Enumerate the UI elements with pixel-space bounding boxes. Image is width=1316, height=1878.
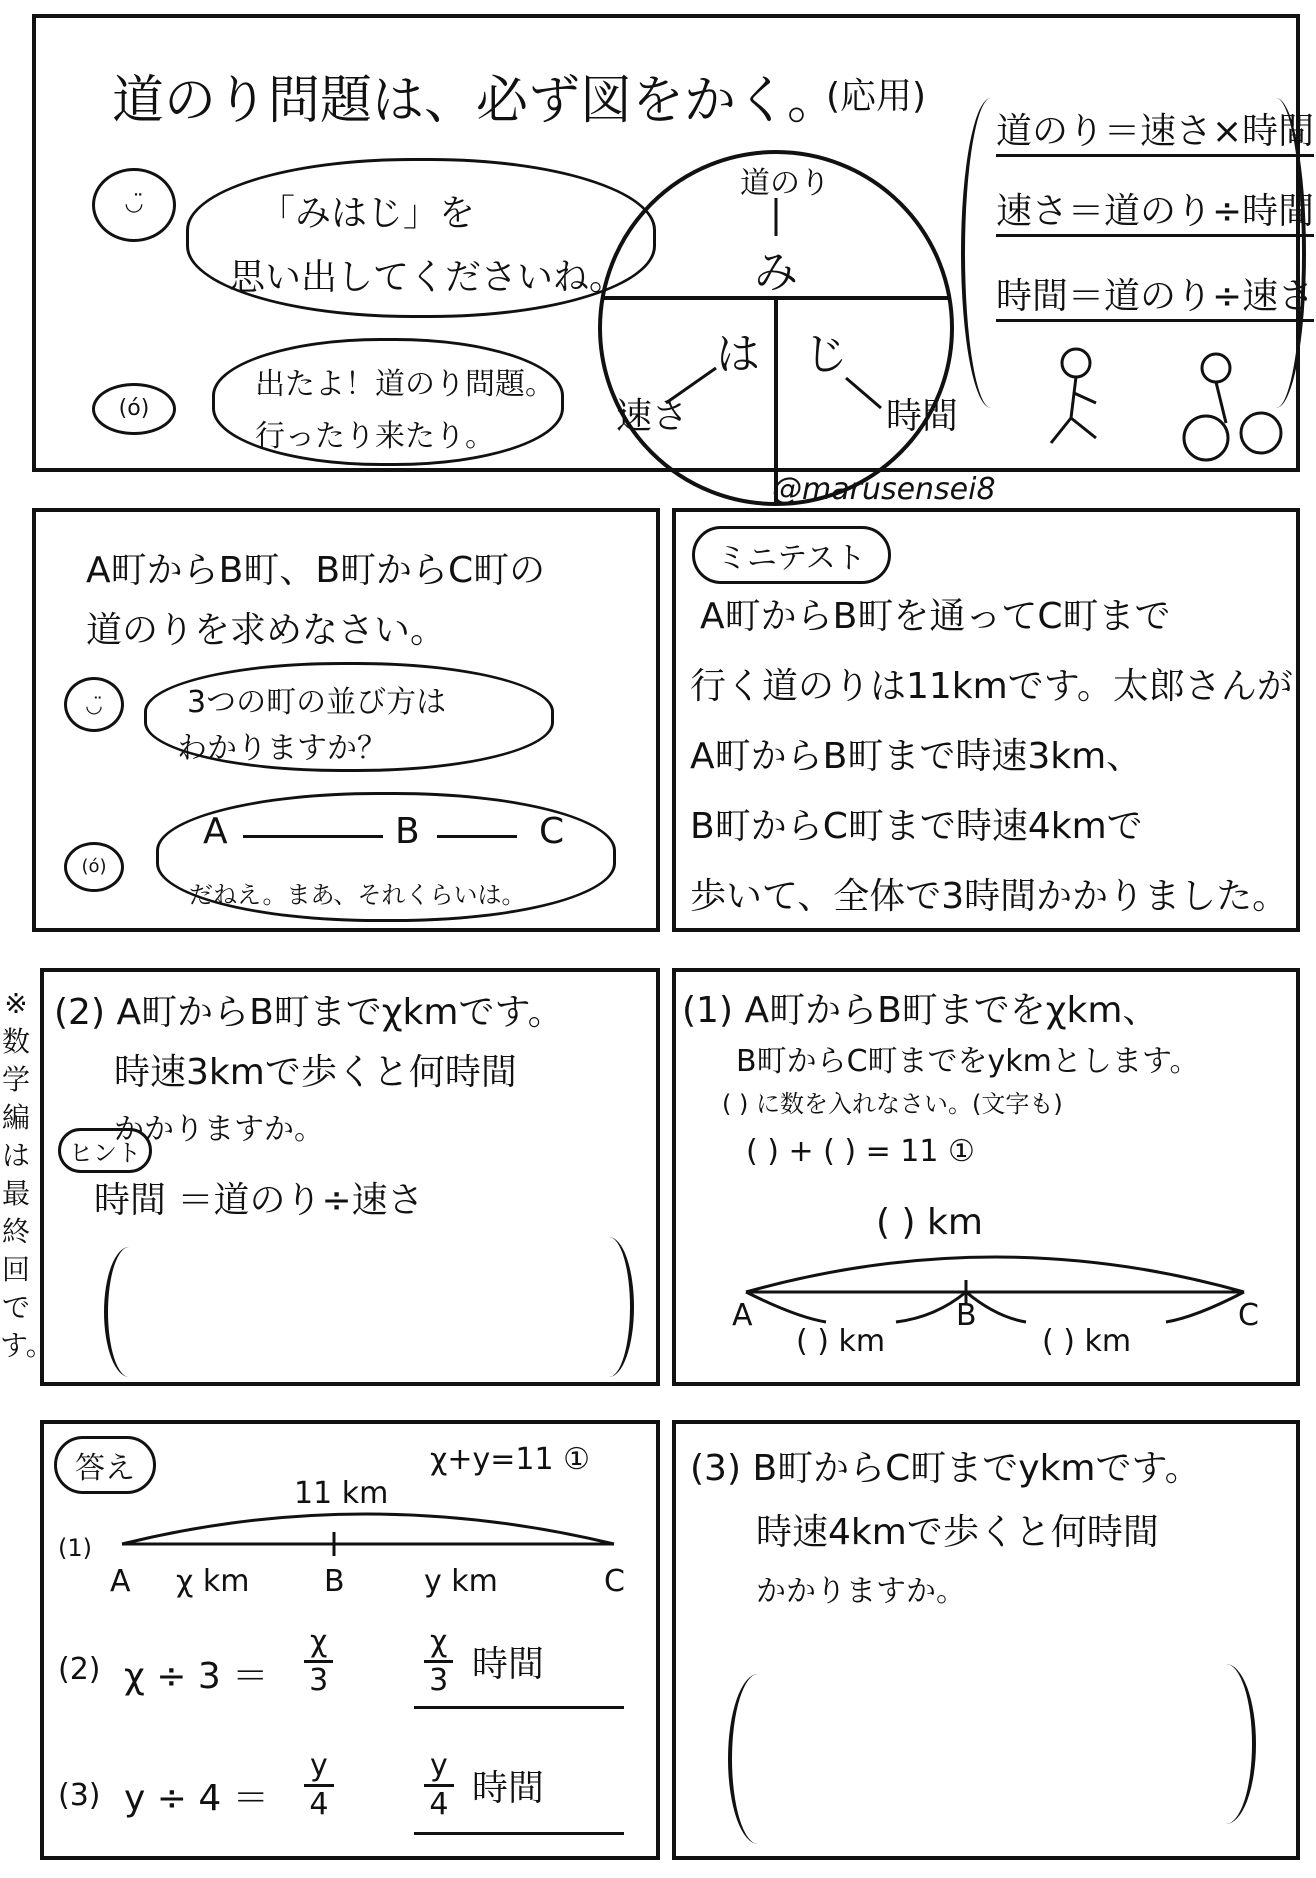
q1-panel	[672, 968, 1300, 1386]
side-note-vertical: ※数学編は最終回です。	[0, 987, 54, 1362]
q1-point-a: A	[732, 1298, 753, 1333]
intro-teacher-bubble	[144, 662, 554, 772]
teacher-face-icon: ◡̈	[92, 168, 176, 242]
answer-p3-fraction	[304, 1748, 334, 1823]
answer-p2-answer-num: χ	[424, 1624, 453, 1663]
teacher-face-icon-2: ◡̈	[64, 677, 124, 732]
mini-test-badge: ミニテスト	[692, 526, 891, 584]
answer-equation: χ+y=11 ①	[430, 1442, 590, 1477]
answer-point-b: B	[324, 1564, 345, 1599]
circle-cell-ji: じ	[804, 329, 848, 380]
intro-student-bubble	[156, 792, 616, 922]
answer-p3-answer-num: y	[424, 1748, 454, 1787]
intro-question-line-1: A町からB町、B町からC町の	[86, 550, 546, 591]
q2-answer-left-paren	[104, 1247, 154, 1377]
student-face-icon-2: (ó)	[64, 842, 124, 892]
answer-p3-answer-fraction	[424, 1748, 454, 1823]
intro-line-ab	[243, 835, 383, 838]
q1-line-1: (1) A町からB町までをχkm、	[682, 990, 1159, 1031]
student-bubble-line-1: 出たよ！道のり問題。	[255, 367, 555, 402]
mini-test-line-4: B町からC町まで時速4kmで	[690, 806, 1143, 847]
q1-number-line	[676, 972, 1304, 1390]
circle-label-michi: 道のり	[740, 166, 830, 201]
teacher-bubble-line-1: 「みはじ」を	[259, 193, 476, 234]
q1-equation: ( ) + ( ) = 11 ①	[746, 1134, 975, 1169]
mini-test-line-1: A町からB町を通ってC町まで	[700, 596, 1171, 637]
answer-p2-answer-den: 3	[429, 1663, 449, 1698]
answer-p2-unit: 時間	[472, 1644, 545, 1685]
intro-point-a: A	[203, 811, 228, 852]
q2-hint-formula: 時間 ＝道のり÷速さ	[94, 1180, 424, 1221]
walker-and-cyclist-icon	[36, 18, 1304, 476]
answer-p2-den: 3	[309, 1663, 329, 1698]
intro-teacher-line-1: 3つの町の並び方は	[187, 685, 447, 720]
circle-label-jikan: 時間	[886, 396, 959, 437]
circle-cell-mi: み	[754, 247, 798, 298]
teacher-bubble-line-2: 思い出してくださいね。	[229, 257, 626, 298]
student-face-icon: (ó)	[92, 383, 176, 435]
mini-test-line-5: 歩いて、全体で3時間かかりました。	[690, 876, 1289, 917]
answer-panel	[40, 1420, 660, 1860]
title-suffix: (応用)	[826, 76, 927, 117]
intro-student-text: だねえ。まあ、それくらいは。	[189, 881, 526, 909]
answer-p2-answer-fraction	[424, 1624, 453, 1699]
q1-seg-label-1: ( ) km	[796, 1324, 886, 1359]
answer-p2-underline	[414, 1706, 624, 1709]
q1-seg-label-2: ( ) km	[1042, 1324, 1132, 1359]
answer-badge: 答え	[54, 1436, 156, 1494]
q1-point-c: C	[1238, 1298, 1259, 1333]
answer-p2-num: χ	[304, 1624, 333, 1663]
credit-handle: @marusensei8	[772, 472, 996, 507]
q1-point-b: B	[956, 1298, 977, 1333]
answer-point-c: C	[604, 1564, 625, 1599]
q3-answer-right-paren	[1196, 1664, 1256, 1824]
q2-panel	[40, 968, 660, 1386]
circle-cell-ha: は	[716, 329, 760, 380]
answer-seg-2: y km	[424, 1564, 498, 1599]
answer-p3-den: 4	[309, 1787, 329, 1822]
mini-test-panel	[672, 508, 1300, 932]
answer-p3-answer-den: 4	[429, 1787, 449, 1822]
formula-time: 時間＝道のり÷速さ	[996, 268, 1314, 322]
mini-test-line-3: A町からB町まで時速3km、	[690, 736, 1143, 777]
q1-total-label: ( ) km	[876, 1202, 983, 1243]
answer-p2-fraction	[304, 1624, 333, 1699]
answer-point-a: A	[110, 1564, 131, 1599]
intro-point-c: C	[539, 811, 565, 852]
q2-answer-right-paren	[584, 1237, 634, 1377]
q3-line-2: 時速4kmで歩くと何時間	[756, 1512, 1159, 1553]
formula-speed: 速さ＝道のり÷時間	[996, 183, 1314, 237]
page-title: 道のり問題は、必ず図をかく。	[112, 71, 839, 131]
q3-line-1: (3) B町からC町までykmです。	[690, 1448, 1201, 1489]
student-bubble-line-2: 行ったり来たり。	[255, 419, 495, 454]
q3-answer-left-paren	[728, 1674, 788, 1844]
q2-line-2: 時速3kmで歩くと何時間	[114, 1052, 517, 1093]
answer-p3-num: y	[304, 1748, 334, 1787]
q1-line-3: ( ) に数を入れなさい。(文字も)	[722, 1090, 1063, 1118]
circle-label-hayasa: 速さ	[616, 396, 689, 437]
q2-line-1: (2) A町からB町までχkmです。	[54, 992, 564, 1033]
intro-teacher-line-2: わかりますか？	[177, 731, 387, 766]
intro-panel	[32, 508, 660, 932]
answer-p3-unit: 時間	[472, 1768, 545, 1809]
answer-p1-label: (1)	[58, 1534, 92, 1562]
answer-total: 11 km	[294, 1476, 389, 1511]
answer-seg-1: χ km	[176, 1564, 250, 1599]
q1-line-2: B町からC町までをykmとします。	[736, 1044, 1200, 1079]
answer-p3-label: (3)	[58, 1778, 101, 1813]
answer-p3-expr: y ÷ 4 ＝	[124, 1778, 269, 1819]
q3-line-3: かかりますか。	[756, 1574, 966, 1609]
intro-question-line-2: 道のりを求めなさい。	[86, 610, 447, 651]
intro-point-b: B	[395, 811, 420, 852]
formula-distance: 道のり＝速さ×時間	[996, 103, 1314, 157]
q2-hint-badge: ヒント	[58, 1128, 152, 1173]
header-panel	[32, 14, 1315, 472]
answer-p2-label: (2)	[58, 1652, 101, 1687]
q2-line-3: かかりますか。	[114, 1112, 324, 1147]
q3-panel	[672, 1420, 1300, 1860]
intro-line-bc	[437, 835, 517, 838]
mini-test-line-2: 行く道のりは11kmです。太郎さんが	[690, 666, 1293, 707]
answer-p3-underline	[414, 1832, 624, 1835]
answer-p2-expr: χ ÷ 3 ＝	[124, 1656, 269, 1697]
